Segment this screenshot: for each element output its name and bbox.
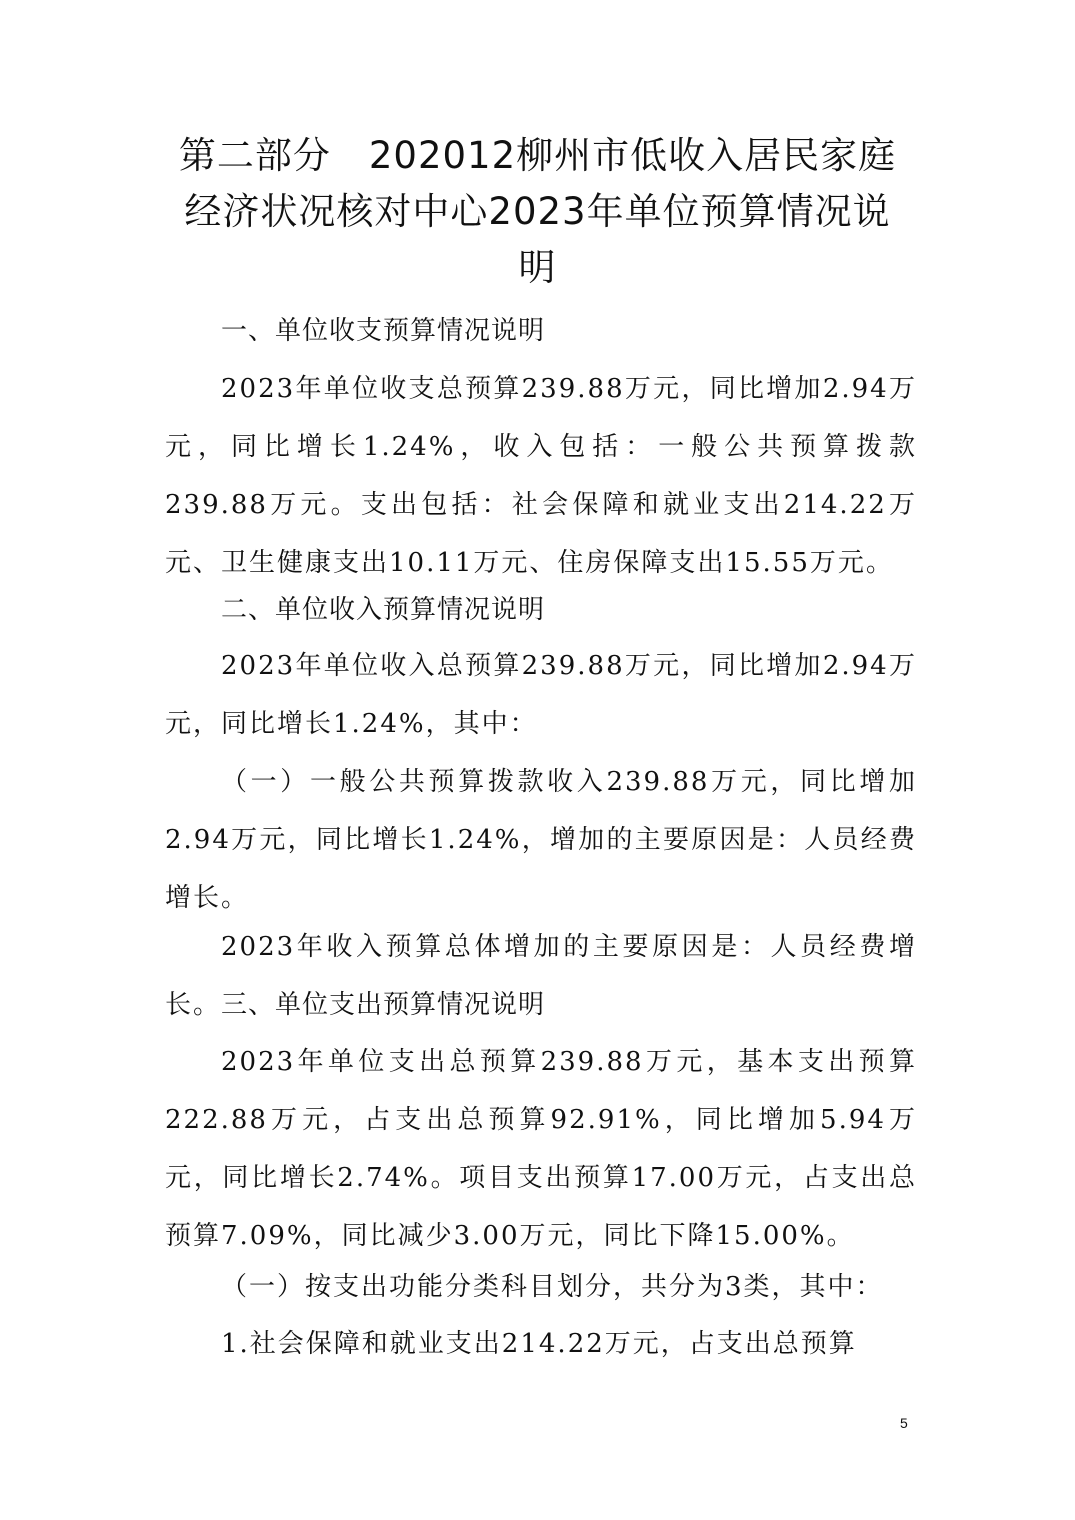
- section-1-paragraph-1: 2023年单位收支总预算239.88万元，同比增加2.94万元，同比增长1.24%，收入包括：一般公共预算拨款239.88万元。支出包括：社会保障和就业支出214.22万元、卫生健康支出10.11万元、住房保障支出15.55万元。: [165, 374, 917, 578]
- section-3-paragraph-3: 1.社会保障和就业支出214.22万元，占支出总预算: [221, 1329, 857, 1359]
- page-number: 5: [900, 1415, 908, 1431]
- section-3-paragraph-1: 2023年单位支出总预算239.88万元，基本支出预算222.88万元，占支出总预算92.91%，同比增加5.94万元，同比增长2.74%。项目支出预算17.00万元，占支出总预算7.09%，同比减少3.00万元，同比下降15.00%。: [165, 1047, 917, 1251]
- document-title: [150, 128, 925, 296]
- section-2-paragraph-3: 2023年收入预算总体增加的主要原因是：人员经费增长。: [165, 932, 917, 1020]
- title-line-2: 经济状况核对中心2023年单位预算情况说: [184, 190, 891, 233]
- section-2-paragraph-1: 2023年单位收入总预算239.88万元，同比增加2.94万元，同比增长1.24%，其中：: [165, 651, 917, 739]
- section-3-heading: 三、单位支出预算情况说明: [221, 990, 546, 1020]
- section-1-heading: 一、单位收支预算情况说明: [221, 316, 546, 346]
- section-3-paragraph-2: （一）按支出功能分类科目划分，共分为3类，其中：: [221, 1272, 884, 1302]
- title-line-3: 明: [518, 246, 557, 289]
- section-2-heading: 二、单位收入预算情况说明: [221, 595, 546, 625]
- section-2-paragraph-2: （一）一般公共预算拨款收入239.88万元，同比增加2.94万元，同比增长1.24%，增加的主要原因是：人员经费增长。: [165, 767, 917, 913]
- title-line-1: 第二部分 202012柳州市低收入居民家庭: [178, 134, 897, 177]
